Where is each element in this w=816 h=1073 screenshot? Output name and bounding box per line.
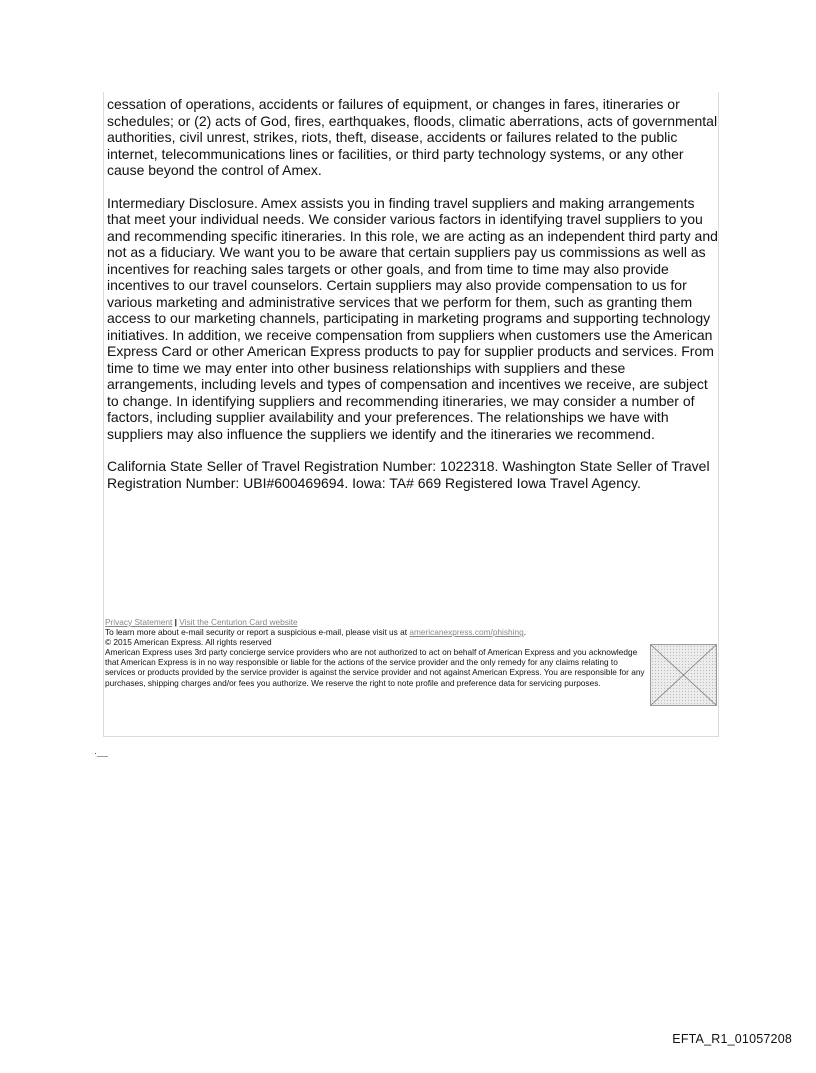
cessation-paragraph: cessation of operations, accidents or failures of equipment, or changes in fares, itineraries or schedules; or (2) acts of God, fires, earthquakes, floods, climatic aberrations, acts of governmental authorities, civil unrest, strikes, riots, theft, disease, accidents or failures related to the public internet, telecommunications lines or facilities, or third party technology systems, or any other cause beyond the control of Amex. — [107, 96, 718, 178]
email-footer — [105, 617, 719, 688]
security-notice — [105, 627, 719, 637]
stray-dot — [95, 753, 96, 754]
security-text: To learn more about e-mail security or report a suspicious e-mail, please visit us at — [105, 627, 408, 638]
phishing-link[interactable]: americanexpress.com/phishing — [409, 627, 524, 638]
privacy-statement-link[interactable]: Privacy Statement — [105, 617, 173, 627]
footer-links-row — [105, 617, 719, 627]
seller-of-travel-paragraph: California State Seller of Travel Registration Number: 1022318. Washington State Seller of Travel Registration Number: UBI#600469694. Iowa: TA# 669 Registered Iowa Travel Agency. — [107, 458, 710, 491]
link-separator: | — [174, 617, 177, 627]
placeholder-cross-icon — [651, 645, 716, 705]
broken-image-placeholder — [650, 644, 717, 706]
email-body — [107, 96, 719, 507]
concierge-disclaimer: American Express uses 3rd party concierge service providers who are not authorized to act on behalf of American Express and you acknowledge that American Express is in no way responsible or liable for the actions of the service provider and the only remedy for any claims relating to services or products provided by the service provider is against the service provider and not against American Express. You are responsible for any purchases, shipping charges and/or fees you authorize. We reserve the right to note profile and preference data for servicing purposes. — [105, 647, 645, 688]
stray-mark — [95, 753, 109, 757]
intermediary-disclosure-paragraph: Intermediary Disclosure. Amex assists you in finding travel suppliers and making arrangements that meet your individual needs. We consider various factors in identifying travel suppliers to you and recommending specific itineraries. In this role, we are acting as an independent third party and not as a fiduciary. We want you to be aware that certain suppliers pay us commissions as well as incentives for reaching sales targets or other goals, and from time to time may also provide incentives to our travel counselors. Certain suppliers may also provide compensation to us for various marketing and administrative services that we perform for them, such as granting them access to our marketing channels, participating in marketing programs and supporting technology initiatives. In addition, we receive compensation from suppliers when customers use the American Express Card or other American Express products to pay for supplier products and services. From time to time we may enter into other business relationships with suppliers and these arrangements, including levels and types of compensation and incentives we receive, are subject to change. In identifying suppliers and recommending itineraries, we may consider a number of factors, including supplier availability and your preferences. The relationships we have with suppliers may also influence the suppliers we identify and the itineraries we recommend. — [107, 194, 718, 442]
copyright-text: © 2015 American Express. All rights reserved — [105, 637, 272, 648]
security-period: . — [523, 627, 527, 638]
document-id: EFTA_R1_01057208 — [672, 1032, 792, 1046]
stray-dash — [97, 756, 108, 757]
centurion-website-link[interactable]: Visit the Centurion Card website — [179, 617, 298, 627]
